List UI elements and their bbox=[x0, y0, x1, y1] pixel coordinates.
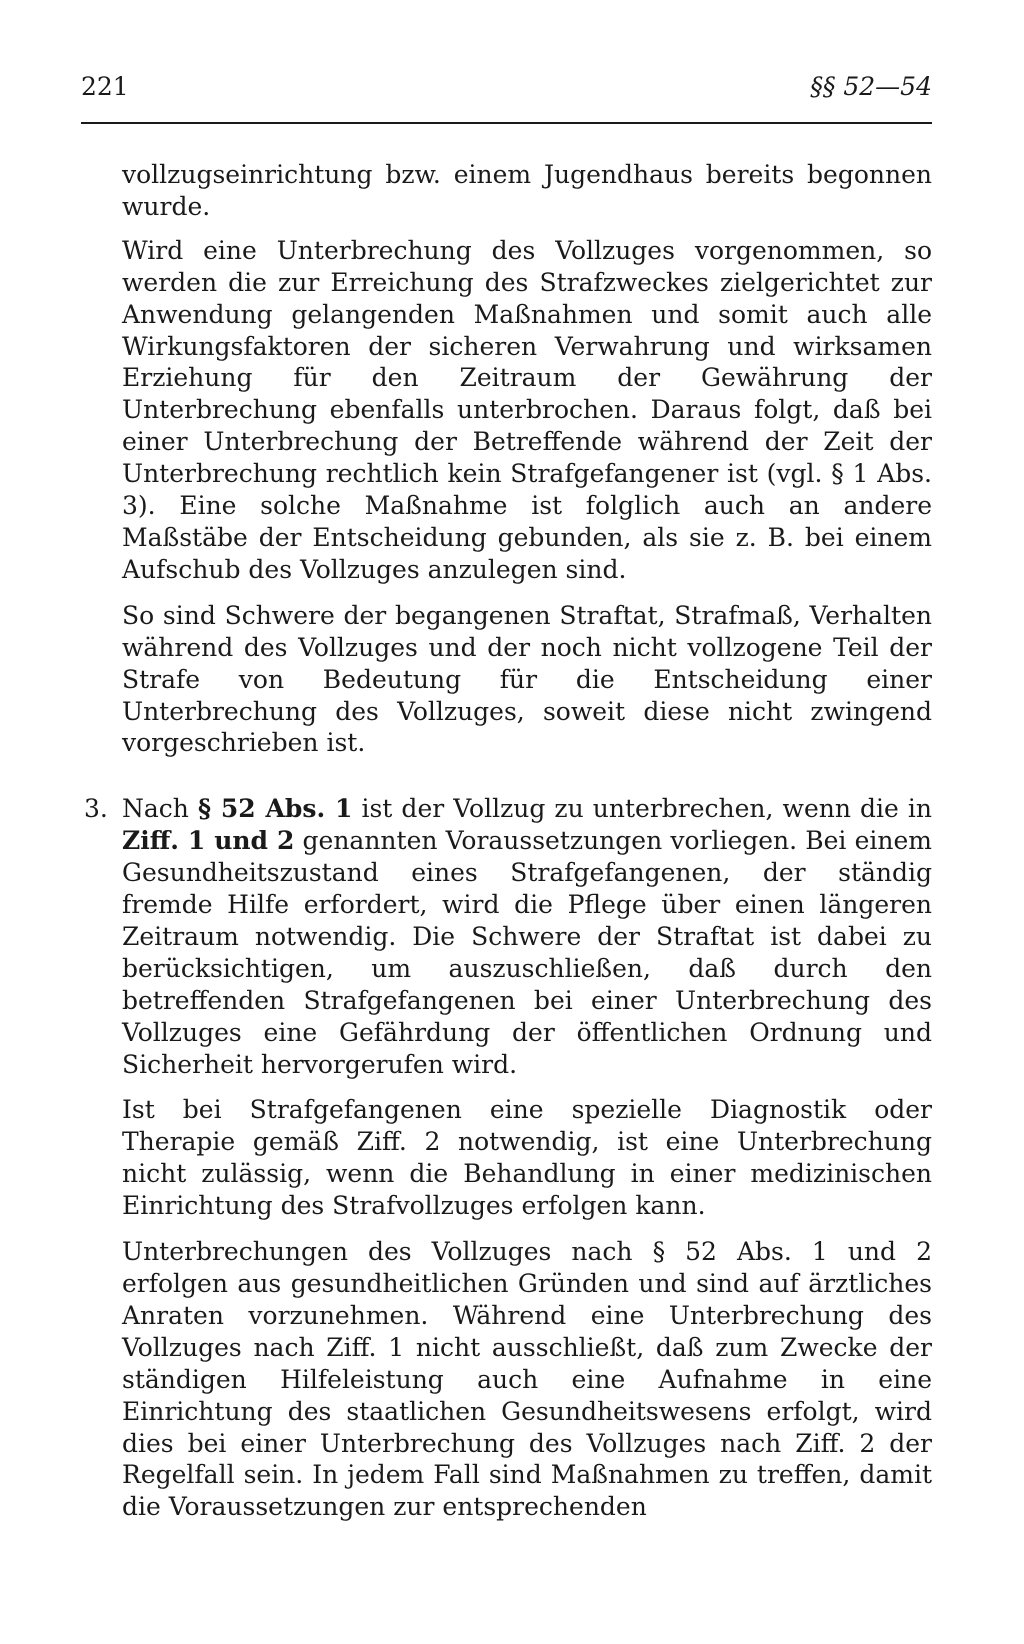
header-rule bbox=[81, 122, 932, 124]
item3-text-3: genannten Voraussetzungen vorliegen. Bei einem Gesundheitszustand eines Strafgefangenen, der ständig fremde Hilfe erfordert, wird die Pflege über einen längeren Zeitraum notwendig. Die Schwere der Straftat ist dabei zu berücksichtigen, um auszuschließen, daß durch den betreffenden Strafgefangenen bei einer Unterbrechung des Vollzuges eine Gefährdung der öffentlichen Ordnung und Sicherheit hervorgerufen wird. bbox=[122, 826, 932, 1079]
item3-text-1: Nach bbox=[122, 794, 198, 824]
numbered-item-3 bbox=[84, 793, 932, 1523]
paragraph-continuation: vollzugseinrichtung bzw. einem Jugendhaus bereits begonnen wurde. bbox=[122, 160, 932, 221]
paragraph-schwere: So sind Schwere der begangenen Straftat, Strafmaß, Verhalten während des Vollzuges und der noch nicht vollzogene Teil der Strafe von Bedeutung für die Entscheidung einer Unterbrechung des Vollzuges, soweit diese nicht zwingend vorgeschrieben ist. bbox=[122, 600, 932, 758]
item3-paragraph-3: Unterbrechungen des Vollzuges nach § 52 Abs. 1 und 2 erfolgen aus gesundheitlichen Gründen und sind auf ärztliches Anraten vorzunehmen. Während eine Unterbrechung des Vollzuges nach Ziff. 1 nicht ausschließt, daß zum Zwecke der ständigen Hilfeleistung auch eine Aufnahme in eine Einrichtung des staatlichen Gesundheitswesens erfolgt, wird dies bei einer Unterbrechung des Vollzuges nach Ziff. 2 der Regelfall sein. In jedem Fall sind Maßnahmen zu treffen, damit die Voraussetzungen zur entsprechenden bbox=[122, 1237, 932, 1522]
item3-bold-ref-2: Ziff. 1 und 2 bbox=[122, 826, 295, 856]
paragraph-unterbrechung: Wird eine Unterbrechung des Vollzuges vorgenommen, so werden die zur Erreichung des Strafzweckes zielgerichtet zur Anwendung gelangenden Maßnahmen und somit auch alle Wirkungsfaktoren der sicheren Verwahrung und wirksamen Erziehung für den Zeitraum der Gewährung der Unterbrechung ebenfalls unterbrochen. Daraus folgt, daß bei einer Unterbrechung der Betreffende während der Zeit der Unterbrechung rechtlich kein Strafgefangener ist (vgl. § 1 Abs. 3). Eine solche Maßnahme ist folglich auch an andere Maßstäbe der Entscheidung gebunden, als sie z. B. bei einem Aufschub des Vollzuges anzulegen sind. bbox=[122, 235, 932, 584]
item3-text-2: ist der Vollzug zu unterbrechen, wenn die in bbox=[352, 794, 932, 824]
item3-paragraph-2: Ist bei Strafgefangenen eine spezielle Diagnostik oder Therapie gemäß Ziff. 2 notwendig, ist eine Unterbrechung nicht zulässig, wenn die Behandlung in einer medizinischen Einrichtung des Strafvollzuges erfolgen kann. bbox=[122, 1095, 932, 1221]
body-text bbox=[84, 159, 932, 1537]
item3-paragraph-1 bbox=[122, 793, 932, 1080]
page-number: 221 bbox=[81, 72, 129, 101]
section-reference: §§ 52—54 bbox=[810, 72, 932, 101]
page-header bbox=[81, 72, 932, 108]
item-number: 3. bbox=[84, 794, 108, 824]
item3-bold-ref-1: § 52 Abs. 1 bbox=[197, 794, 353, 824]
